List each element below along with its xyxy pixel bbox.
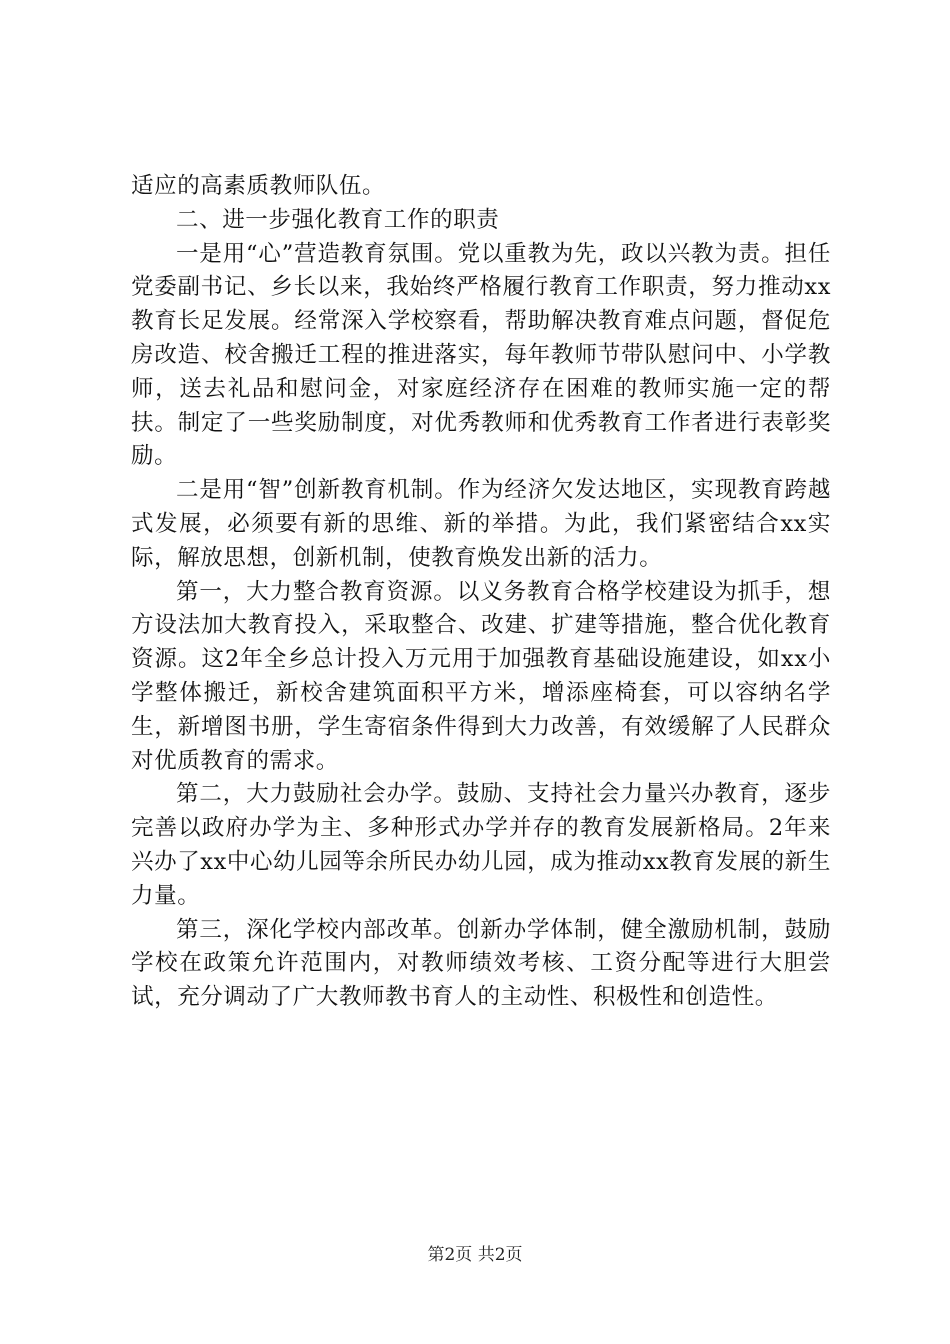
paragraph-continuation: 适应的高素质教师队伍。 bbox=[131, 173, 386, 199]
document-body bbox=[131, 170, 831, 1015]
paragraph: 第二，大力鼓励社会办学。鼓励、支持社会力量兴办教育，逐步完善以政府办学为主、多种形式办学并存的教育发展新格局。2年来兴办了xx中心幼儿园等余所民办幼儿园，成为推动xx教育发展的新生力量。 bbox=[131, 781, 831, 909]
section-heading: 二、进一步强化教育工作的职责 bbox=[176, 206, 500, 233]
paragraph: 第三，深化学校内部改革。创新办学体制，健全激励机制，鼓励学校在政策允许范围内，对教师绩效考核、工资分配等进行大胆尝试，充分调动了广大教师教书育人的主动性、积极性和创造性。 bbox=[131, 916, 831, 1011]
paragraph: 第一，大力整合教育资源。以义务教育合格学校建设为抓手，想方设法加大教育投入，采取整合、改建、扩建等措施，整合优化教育资源。这2年全乡总计投入万元用于加强教育基础设施建设，如xx小学整体搬迁，新校舍建筑面积平方米，增添座椅套，可以容纳名学生，新增图书册，学生寄宿条件得到大力改善，有效缓解了人民群众对优质教育的需求。 bbox=[131, 578, 831, 774]
paragraph: 二是用“智”创新教育机制。作为经济欠发达地区，实现教育跨越式发展，必须要有新的思维、新的举措。为此，我们紧密结合xx实际，解放思想，创新机制，使教育焕发出新的活力。 bbox=[131, 477, 831, 571]
paragraph: 一是用“心”营造教育氛围。党以重教为先，政以兴教为责。担任党委副书记、乡长以来，我始终严格履行教育工作职责，努力推动xx教育长足发展。经常深入学校察看，帮助解决教育难点问题，督促危房改造、校舍搬迁工程的推进落实，每年教师节带队慰问中、小学教师，送去礼品和慰问金，对家庭经济存在困难的教师实施一定的帮扶。制定了一些奖励制度，对优秀教师和优秀教育工作者进行表彰奖励。 bbox=[131, 240, 831, 470]
page-footer: 第2页 共2页 bbox=[427, 1245, 523, 1265]
